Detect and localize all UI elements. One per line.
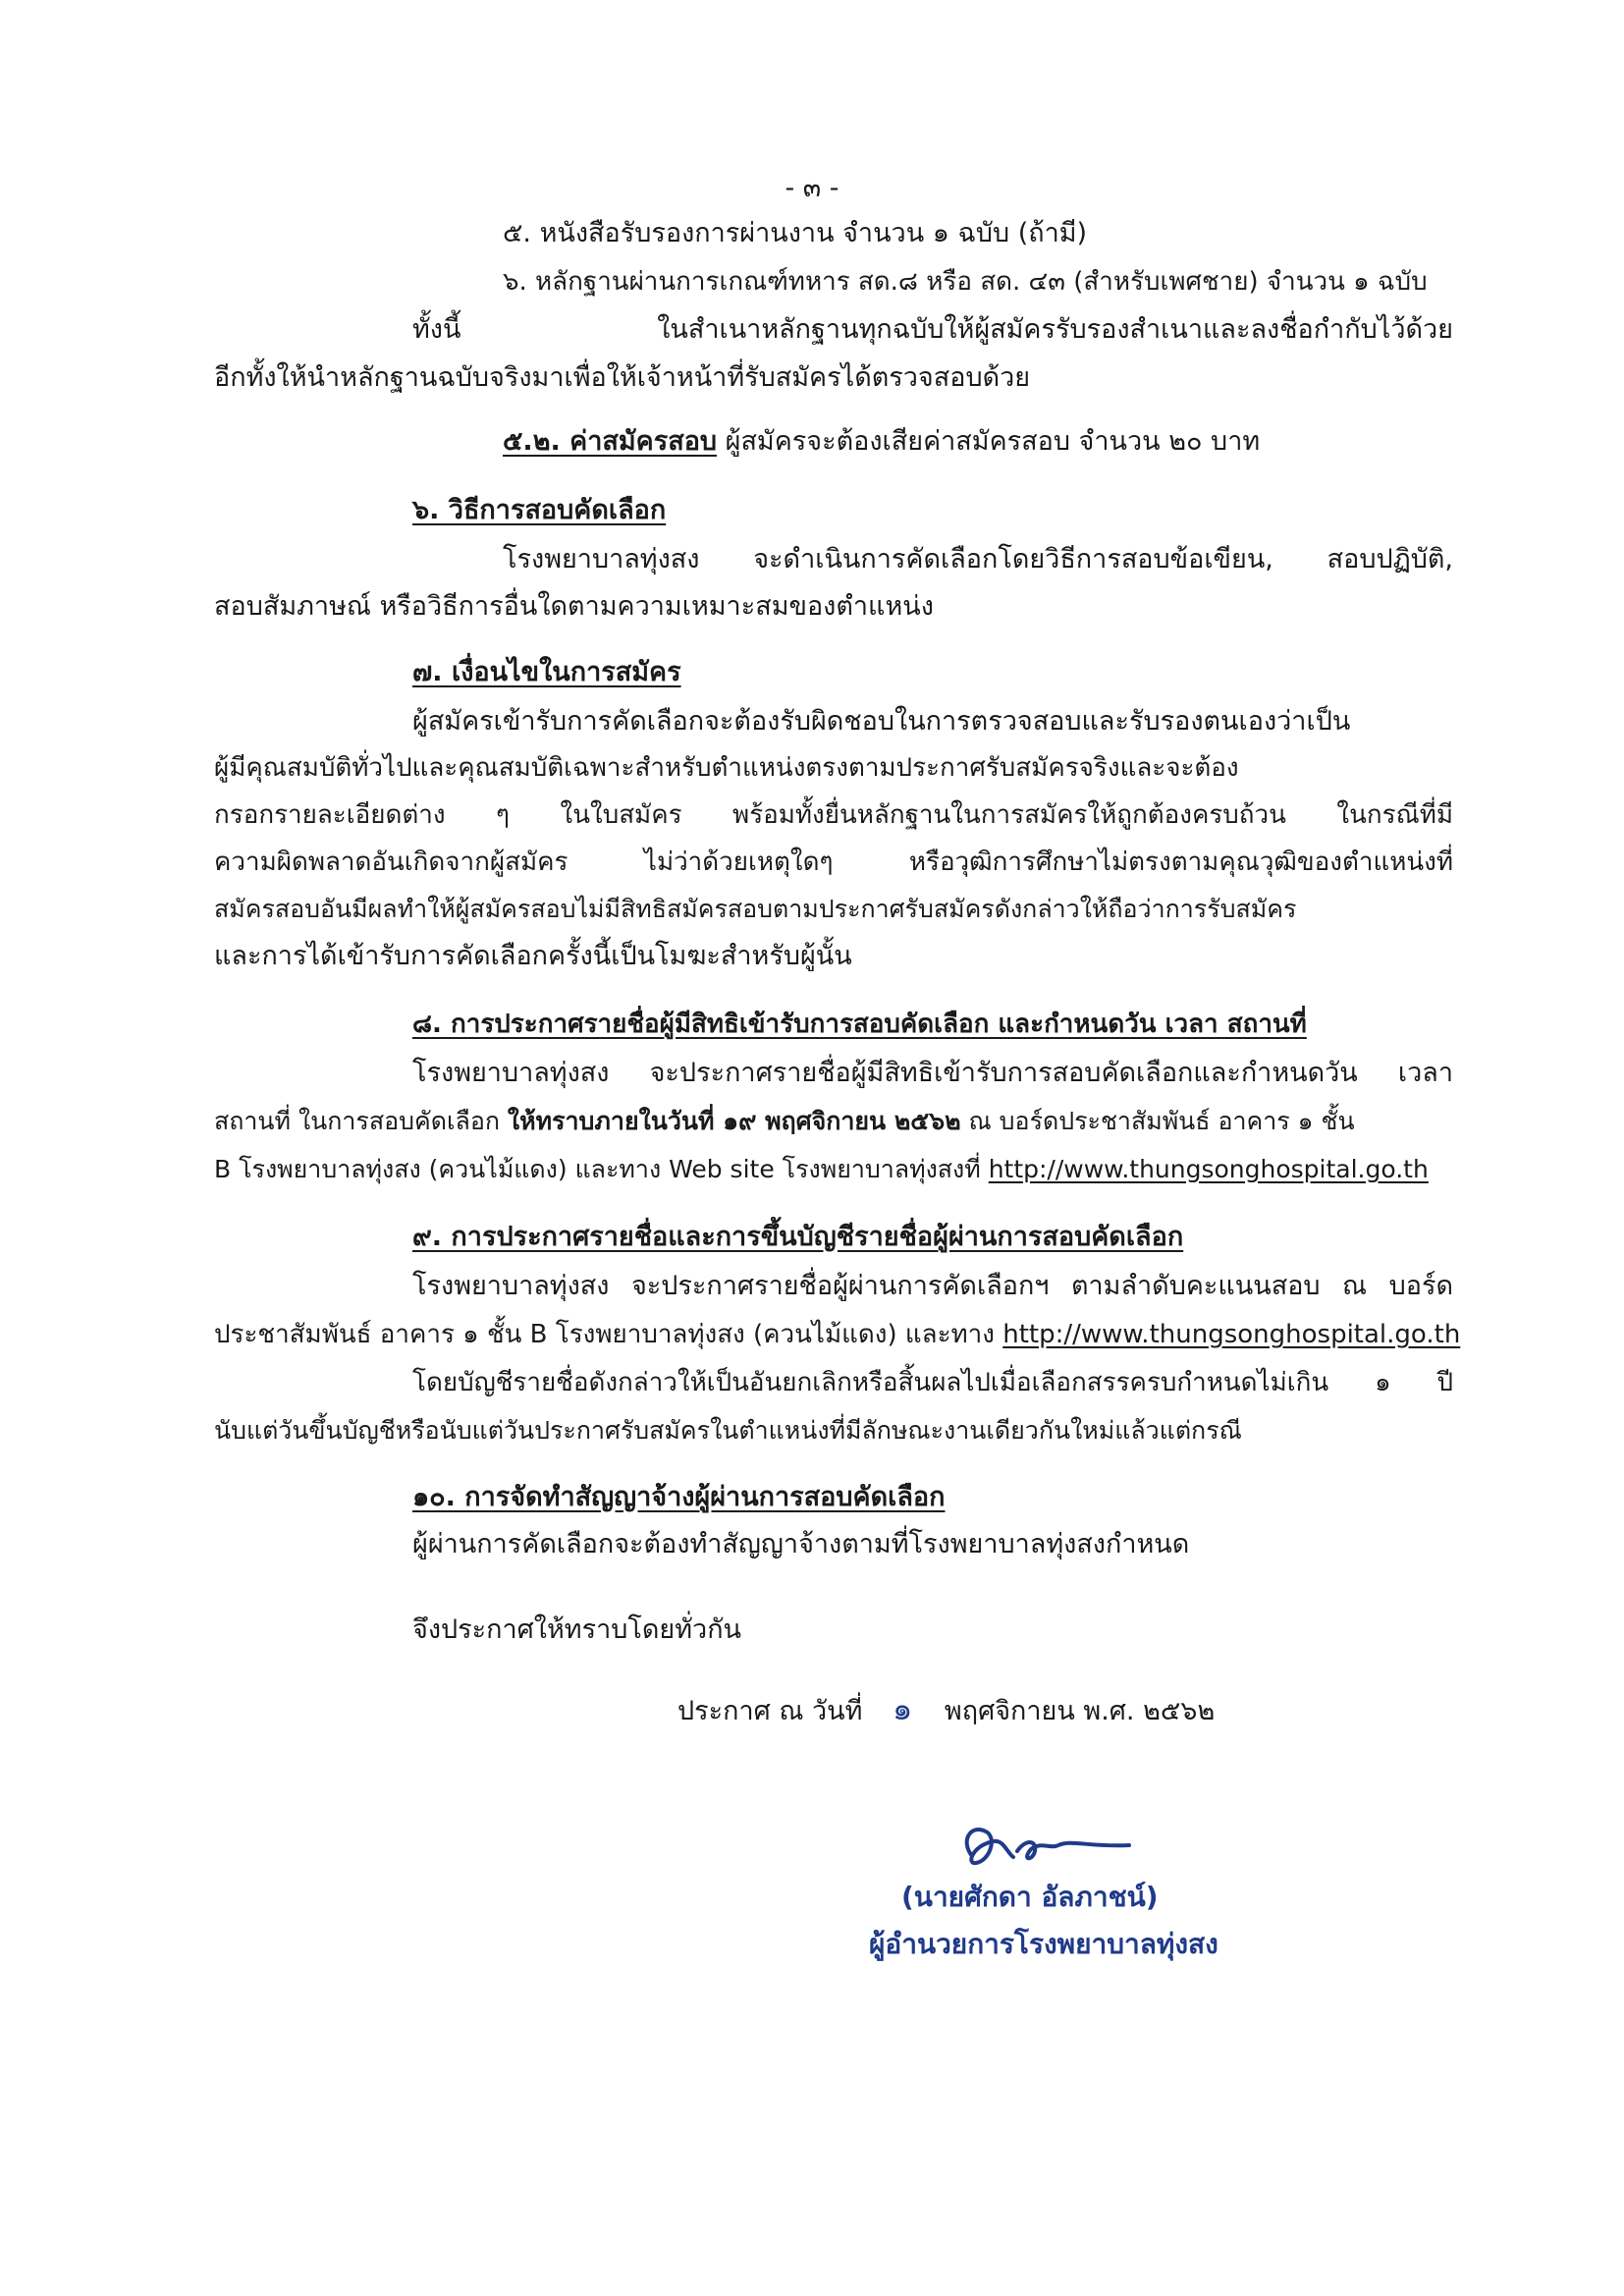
- section-8-line-3: B โรงพยาบาลทุ่งสง (ควนไม้แดง) และทาง Web site โรงพยาบาลทุ่งสงที่ http://www.thungsonghospital.go.th: [214, 1155, 1429, 1183]
- note-line-1: ทั้งนี้ ในสำเนาหลักฐานทุกฉบับให้ผู้สมัครรับรองสำเนาและลงชื่อกำกับไว้ด้วย: [412, 314, 1453, 345]
- section-9-line-1: โรงพยาบาลทุ่งสง จะประกาศรายชื่อผู้ผ่านการคัดเลือกฯ ตามลำดับคะแนนสอบ ณ บอร์ด: [412, 1271, 1453, 1301]
- section-8-line-1: โรงพยาบาลทุ่งสง จะประกาศรายชื่อผู้มีสิทธิเข้ารับการสอบคัดเลือกและกำหนดวัน เวลา: [412, 1058, 1453, 1088]
- section-5-2-text: ผู้สมัครจะต้องเสียค่าสมัครสอบ จำนวน ๒๐ บาท: [717, 426, 1261, 457]
- section-6-line-1: โรงพยาบาลทุ่งสง จะดำเนินการคัดเลือกโดยวิธีการสอบข้อเขียน, สอบปฏิบัติ,: [503, 544, 1453, 574]
- closing-text: จึงประกาศให้ทราบโดยทั่วกัน: [412, 1614, 741, 1645]
- item-6: ๖. หลักฐานผ่านการเกณฑ์ทหาร สด.๘ หรือ สด. ๔๓ (สำหรับเพศชาย) จำนวน ๑ ฉบับ: [503, 267, 1428, 297]
- section-10-line-1: ผู้ผ่านการคัดเลือกจะต้องทำสัญญาจ้างตามที่โรงพยาบาลทุ่งสงกำหนด: [412, 1529, 1190, 1559]
- note-line-2: อีกทั้งให้นำหลักฐานฉบับจริงมาเพื่อให้เจ้าหน้าที่รับสมัครได้ตรวจสอบด้วย: [214, 362, 1031, 393]
- section-5-2: [503, 422, 1260, 462]
- section-7-line-1: ผู้สมัครเข้ารับการคัดเลือกจะต้องรับผิดชอบในการตรวจสอบและรับรองตนเองว่าเป็น: [412, 706, 1351, 737]
- section-10-heading: ๑๐. การจัดทำสัญญาจ้างผู้ผ่านการสอบคัดเลือก: [412, 1482, 946, 1512]
- section-9-heading: ๙. การประกาศรายชื่อและการขึ้นบัญชีรายชื่อผู้ผ่านการสอบคัดเลือก: [412, 1222, 1184, 1252]
- section-7-line-6: และการได้เข้ารับการคัดเลือกครั้งนี้เป็นโมฆะสำหรับผู้นั้น: [214, 941, 852, 971]
- section-7-line-4: ความผิดพลาดอันเกิดจากผู้สมัคร ไม่ว่าด้วยเหตุใดๆ หรือวุฒิการศึกษาไม่ตรงตามคุณวุฒิของตำแหน่งที่: [214, 847, 1453, 877]
- section-6-heading: ๖. วิธีการสอบคัดเลือก: [412, 495, 667, 525]
- section-8-heading: ๘. การประกาศรายชื่อผู้มีสิทธิเข้ารับการสอบคัดเลือก และกำหนดวัน เวลา สถานที่: [412, 1010, 1307, 1039]
- section-9-line-2: ประชาสัมพันธ์ อาคาร ๑ ชั้น B โรงพยาบาลทุ่งสง (ควนไม้แดง) และทาง http://www.thungsonghospital.go.th: [214, 1320, 1461, 1349]
- section-7-line-5: สมัครสอบอันมีผลทำให้ผู้สมัครสอบไม่มีสิทธิสมัครสอบตามประกาศรับสมัครดังกล่าวให้ถือว่าการรับสมัคร: [214, 895, 1297, 923]
- page-number: - ๓ -: [785, 173, 839, 203]
- announce-day: ๑: [893, 1690, 913, 1727]
- signer-name: (นายศักดา อัลภาชน์): [901, 1881, 1159, 1913]
- announce-date: ประกาศ ณ วันที่ ๑ พฤศจิกายน พ.ศ. ๒๕๖๒: [677, 1690, 1216, 1727]
- website-link-2[interactable]: http://www.thungsonghospital.go.th: [1002, 1320, 1461, 1349]
- section-9-line-4: นับแต่วันขึ้นบัญชีหรือนับแต่วันประกาศรับสมัครในตำแหน่งที่มีลักษณะงานเดียวกันใหม่แล้วแต่กรณี: [214, 1416, 1242, 1445]
- section-9-line-3: โดยบัญชีรายชื่อดังกล่าวให้เป็นอันยกเลิกหรือสิ้นผลไปเมื่อเลือกสรรครบกำหนดไม่เกิน ๑ ปี: [412, 1368, 1453, 1397]
- website-link[interactable]: http://www.thungsonghospital.go.th: [988, 1155, 1429, 1183]
- deadline-text: ให้ทราบภายในวันที่ ๑๙ พฤศจิกายน ๒๕๖๒: [507, 1107, 961, 1135]
- section-8-line-2: สถานที่ ในการสอบคัดเลือก ให้ทราบภายในวันที่ ๑๙ พฤศจิกายน ๒๕๖๒ ณ บอร์ดประชาสัมพันธ์ อาคาร ๑ ชั้น: [214, 1107, 1355, 1135]
- section-6-line-2: สอบสัมภาษณ์ หรือวิธีการอื่นใดตามความเหมาะสมของตำแหน่ง: [214, 591, 934, 622]
- section-5-2-heading: ๕.๒. ค่าสมัครสอบ: [503, 426, 718, 457]
- item-5: ๕. หนังสือรับรองการผ่านงาน จำนวน ๑ ฉบับ (ถ้ามี): [503, 218, 1088, 248]
- signer-title: ผู้อำนวยการโรงพยาบาลทุ่งสง: [869, 1928, 1218, 1960]
- section-7-line-2: ผู้มีคุณสมบัติทั่วไปและคุณสมบัติเฉพาะสำหรับตำแหน่งตรงตามประกาศรับสมัครจริงและจะต้อง: [214, 753, 1239, 783]
- section-7-line-3: กรอกรายละเอียดต่าง ๆ ในใบสมัคร พร้อมทั้งยื่นหลักฐานในการสมัครให้ถูกต้องครบถ้วน ในกรณีที่มี: [214, 800, 1453, 830]
- section-7-heading: ๗. เงื่อนไขในการสมัคร: [412, 657, 681, 687]
